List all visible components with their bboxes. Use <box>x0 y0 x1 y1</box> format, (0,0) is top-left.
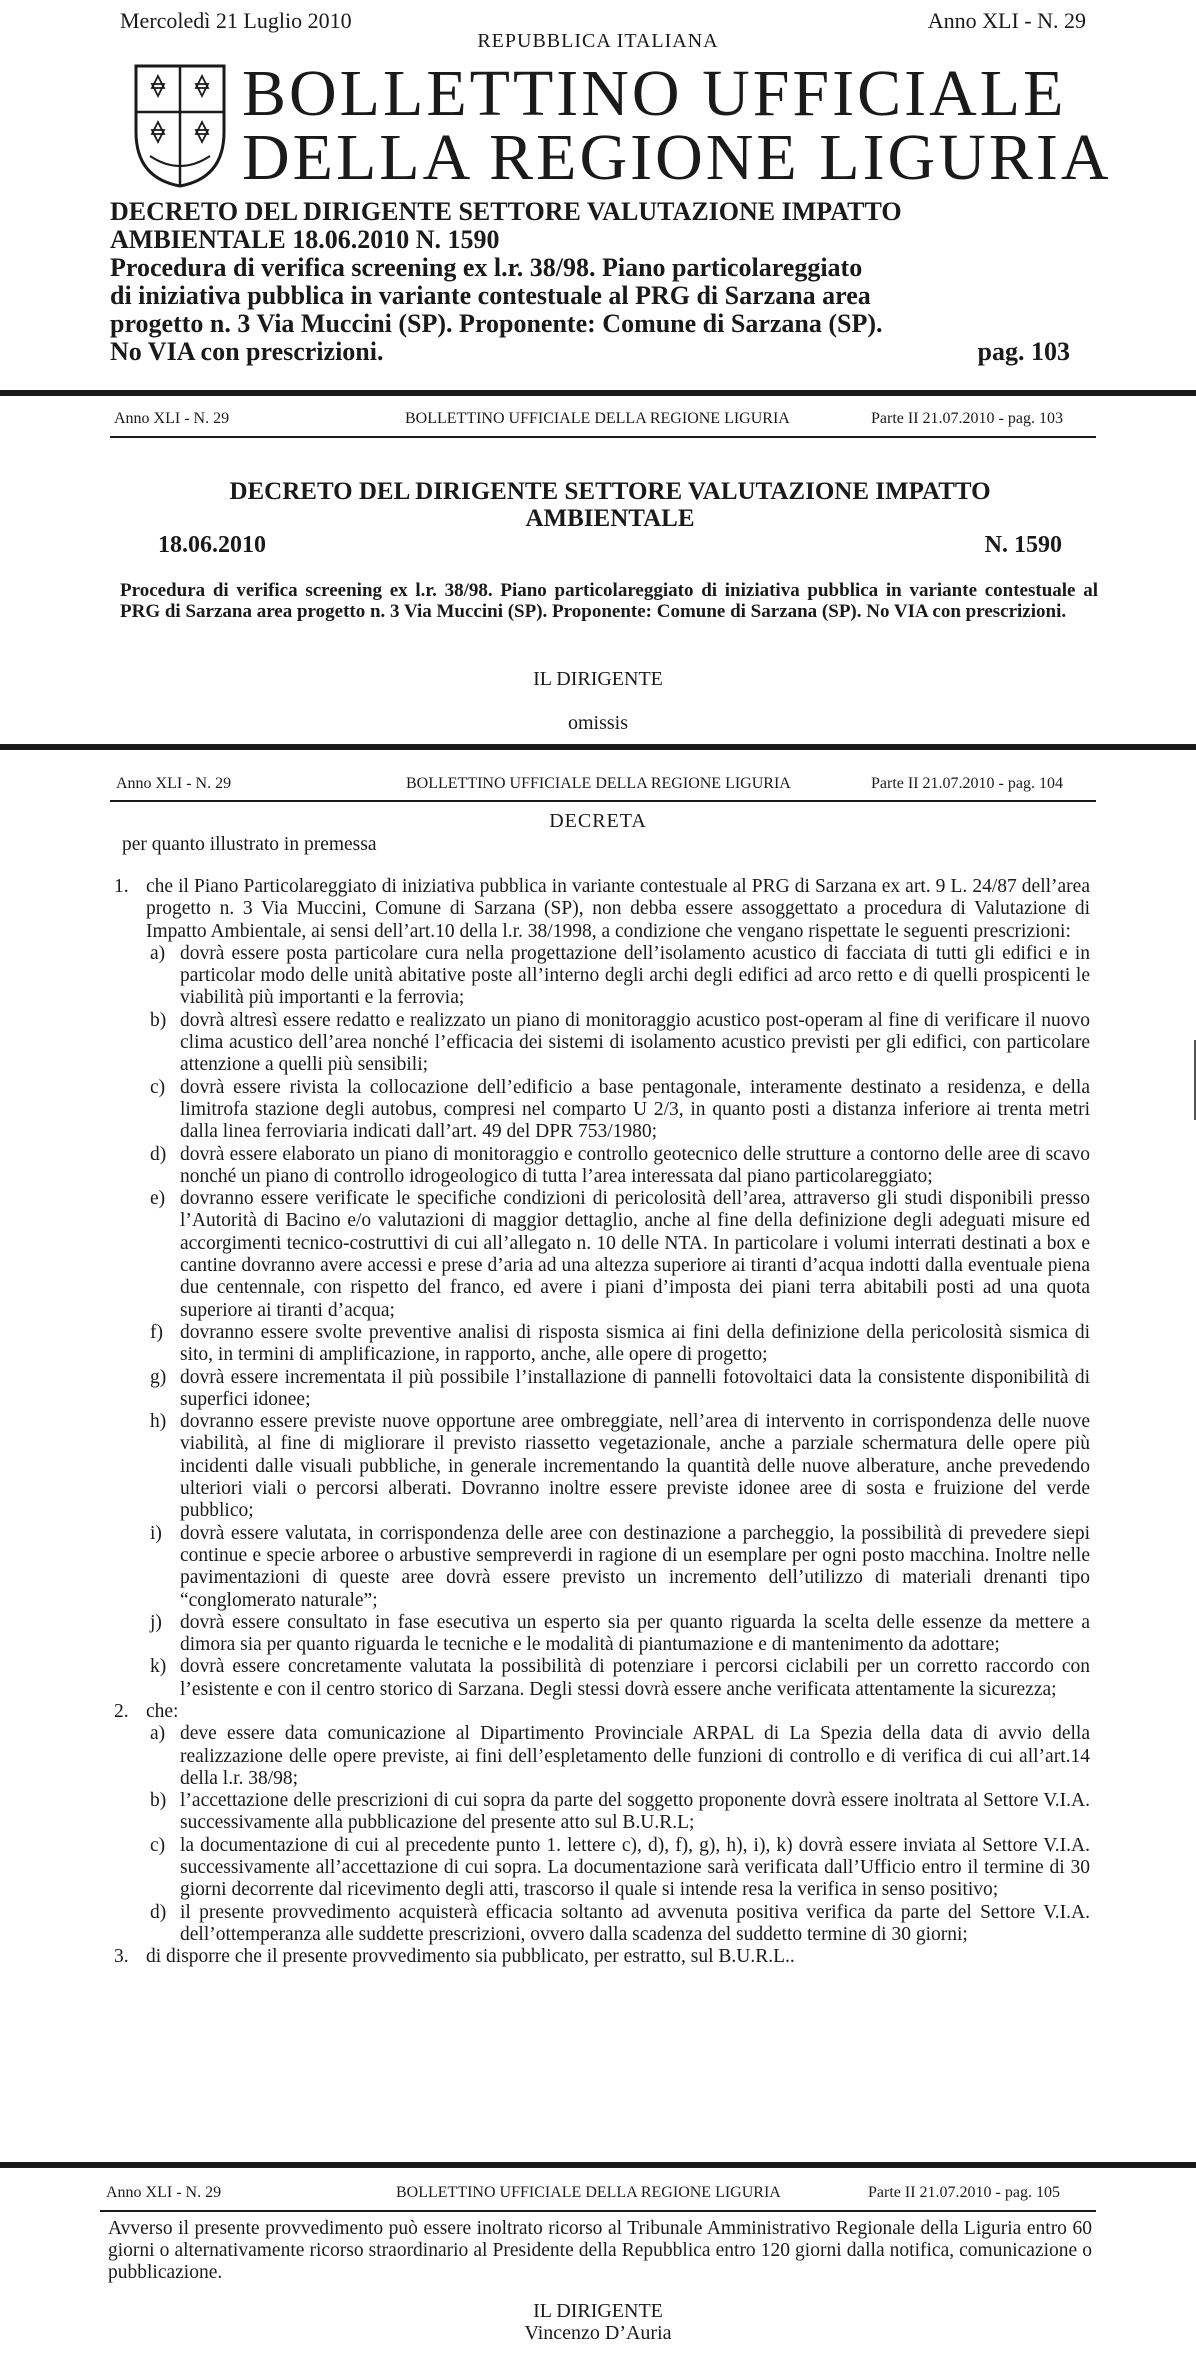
section-divider <box>0 390 1196 396</box>
prescription-item <box>146 1077 1090 1144</box>
header-rule <box>110 436 1096 438</box>
prescription-letter: c) <box>150 1834 166 1856</box>
headline-line: No VIA con prescrizioni. <box>110 337 384 366</box>
decree-title <box>150 478 1070 532</box>
closing-signer: Vincenzo D’Auria <box>524 2322 672 2344</box>
header-rule <box>110 800 1096 802</box>
decree-omissis: omissis <box>567 712 629 734</box>
prescription-letter: f) <box>150 1321 163 1343</box>
decree-number: N. 1590 <box>984 532 1062 558</box>
running-header-page: Parte II 21.07.2010 - pag. 103 <box>871 410 1063 427</box>
prescription-text: dovrà altresì essere redatto e realizzato un piano di monitoraggio acustico post-operam al fine di verificare il nuovo clima acustico dell’area nonché l’efficacia dei sistemi di isolamento acustico previsti per gli edifici, con particolare attenzione a quelli più sensibili; <box>180 1009 1090 1076</box>
prescription-text: dovranno essere svolte preventive analisi di risposta sismica ai fini della definizione della pericolosità sismica di sito, in termini di amplificazione, in rapporto, anche, alle opere di progetto; <box>180 1321 1090 1366</box>
prescription-text: dovrà essere concretamente valutata la possibilità di potenziare i percorsi ciclabili per un corretto raccordo con l’esistente e con il centro storico di Sarzana. Degli stessi dovrà essere anche verificata attentamente la sicurezza; <box>180 1656 1090 1700</box>
prescription-text: dovrà essere consultato in fase esecutiva un esperto sia per quanto riguarda la scelta delle essenze da mettere a dimora sia per quanto riguarda le tecniche e le modalità di piantumazione e di mantenimento da adottare; <box>180 1611 1090 1656</box>
decree-subject: Procedura di verifica screening ex l.r. 38/98. Piano particolareggiato di iniziativa pubblica in variante contestuale al PRG di Sarzana area progetto n. 3 Via Muccini (SP). Proponente: Comune di Sarzana (SP). No VIA con prescrizioni. <box>120 580 1098 622</box>
headline-line: di iniziativa pubblica in variante contestuale al PRG di Sarzana area <box>110 281 871 310</box>
running-header-issue: Anno XLI - N. 29 <box>114 410 230 427</box>
masthead-title-line2: DELLA REGIONE LIGURIA <box>242 121 1112 194</box>
prescription-text: dovrà essere elaborato un piano di monitoraggio e controllo geotecnico delle strutture a contorno delle aree di scavo nonché un piano di controllo idrogeologico di tutta l’area interessata dal piano particolareggiato; <box>180 1143 1090 1187</box>
republic-label: REPUBBLICA ITALIANA <box>477 30 719 52</box>
decree-item-number: 2. <box>114 1700 129 1722</box>
prescription-letter: a) <box>150 1723 166 1745</box>
running-header-page: Parte II 21.07.2010 - pag. 104 <box>871 775 1063 792</box>
prescription-item <box>146 1656 1090 1701</box>
decree-items-list <box>110 876 1090 1969</box>
headline-line: AMBIENTALE 18.06.2010 N. 1590 <box>110 225 500 254</box>
decree-item-text: che: <box>146 1700 179 1722</box>
issue-number: Anno XLI - N. 29 <box>927 8 1086 33</box>
prescription-item <box>146 1411 1090 1522</box>
decree-item-number: 1. <box>114 876 129 897</box>
prescription-letter: k) <box>150 1656 167 1678</box>
decree-authority: IL DIRIGENTE <box>533 668 663 690</box>
masthead-title-line1: BOLLETTINO UFFICIALE <box>242 57 1067 130</box>
running-header-title: BOLLETTINO UFFICIALE DELLA REGIONE LIGURIA <box>396 2184 781 2201</box>
prescription-letter: i) <box>150 1522 162 1544</box>
decree-item <box>110 1946 1090 1968</box>
decree-item-text: di disporre che il presente provvedimento sia pubblicato, per estratto, sul B.U.R.L.. <box>146 1946 795 1968</box>
prescription-letter: g) <box>150 1366 167 1388</box>
running-header <box>0 410 1196 430</box>
premise-text: per quanto illustrato in premessa <box>122 834 377 855</box>
headline-line: progetto n. 3 Via Muccini (SP). Proponente: Comune di Sarzana (SP). <box>110 309 883 338</box>
prescription-item <box>146 1790 1090 1835</box>
prescription-letter: j) <box>150 1611 162 1633</box>
headline-line: Procedura di verifica screening ex l.r. 38/98. Piano particolareggiato <box>110 253 863 282</box>
headline-page-ref: pag. 103 <box>977 337 1070 366</box>
closing-authority: IL DIRIGENTE <box>533 2300 663 2322</box>
prescription-text: l’accettazione delle prescrizioni di cui sopra da parte del soggetto proponente dovrà essere inoltrata al Settore V.I.A. successivamente alla pubblicazione del presente atto sul B.U.R.L; <box>180 1790 1090 1834</box>
prescription-letter: b) <box>150 1790 167 1812</box>
decree-date: 18.06.2010 <box>158 532 266 558</box>
prescription-text: dovrà essere posta particolare cura nella progettazione dell’isolamento acustico di facciata di tutti gli edifici e in particolar modo delle unità abitative poste all’interno degli archi degli edifici ad arco retto e di quelli prospicenti le viabilità più importanti e la ferrovia; <box>180 942 1090 1009</box>
issue-date: Mercoledì 21 Luglio 2010 <box>120 8 352 33</box>
running-header-title: BOLLETTINO UFFICIALE DELLA REGIONE LIGURIA <box>406 775 791 792</box>
section-divider <box>0 744 1196 750</box>
running-header <box>0 775 1196 795</box>
decree-item <box>110 876 1090 1701</box>
prescription-letter: d) <box>150 1901 167 1923</box>
decree-item-number: 3. <box>114 1946 129 1968</box>
prescription-item <box>146 1835 1090 1902</box>
decreta-heading: DECRETA <box>549 810 647 832</box>
prescription-item <box>146 1612 1090 1657</box>
prescription-item <box>146 1144 1090 1189</box>
prescription-text: deve essere data comunicazione al Dipartimento Provinciale ARPAL di La Spezia della data di avvio della realizzazione delle opere previste, ai fini dell’espletamento delle funzioni di controllo e di verifica di cui all’art.14 della l.r. 38/98; <box>180 1723 1090 1789</box>
prescription-letter: h) <box>150 1411 167 1433</box>
prescription-text: dovranno essere previste nuove opportune aree ombreggiate, nell’area di intervento in corrispondenza delle nuove viabilità, al fine di migliorare il previsto riassetto vegetazionale, anche a parziale schermatura delle opere più incidenti dalle visuali pubbliche, in generale incrementando la quantità delle nuove alberature, anche prevedendo ulteriori viali o percorsi alberati. Dovranno inoltre essere previste idonee aree di sosta e fruizione del verde pubblico; <box>180 1411 1090 1522</box>
prescription-item <box>146 1322 1090 1367</box>
headline-line: DECRETO DEL DIRIGENTE SETTORE VALUTAZIONE IMPATTO <box>110 197 902 226</box>
running-header-issue: Anno XLI - N. 29 <box>106 2184 222 2201</box>
decree-title-line: DECRETO DEL DIRIGENTE SETTORE VALUTAZIONE IMPATTO <box>229 478 991 505</box>
prescription-text: dovrà essere valutata, in corrispondenza delle aree con destinazione a parcheggio, la possibilità di prevedere siepi continue e specie arboree o arbustive sempreverdi in ragione di un esemplare per ogni posto macchina. Inoltre nelle pavimentazioni di queste aree dovrà essere previsto un incremento dell’utilizzo di materiali drenanti tipo “conglomerato naturale”; <box>180 1522 1090 1611</box>
prescription-item <box>146 1367 1090 1412</box>
prescription-item <box>146 1010 1090 1077</box>
prescription-text: dovrà essere rivista la collocazione dell’edificio a base pentagonale, interamente destinato a residenza, e della limitrofa stazione degli autobus, compresi nel comparto U 2/3, in quanto posti a distanza inferiore ai trenta metri dalla linea ferroviaria indicati dall’art. 49 del DPR 753/1980; <box>180 1076 1090 1143</box>
liguria-shield-icon <box>130 60 230 190</box>
decree-item <box>110 1701 1090 1946</box>
prescription-item <box>146 1188 1090 1322</box>
prescription-text: la documentazione di cui al precedente punto 1. lettere c), d), f), g), h), i), k) dovrà essere inviata al Settore V.I.A. successivamente all’accettazione di cui sopra. La documentazione sarà verificata dall’Ufficio entro il termine di 30 giorni decorrente dal ricevimento degli atti, trascorso il quale si intende resa la verifica in senso positivo; <box>180 1834 1090 1901</box>
prescription-item <box>146 1523 1090 1612</box>
running-header-page: Parte II 21.07.2010 - pag. 105 <box>868 2184 1060 2201</box>
running-header-issue: Anno XLI - N. 29 <box>116 775 232 792</box>
decree-title-line: AMBIENTALE <box>525 505 695 532</box>
prescription-item <box>146 943 1090 1010</box>
prescription-letter: a) <box>150 942 166 964</box>
prescription-letter: d) <box>150 1143 167 1165</box>
header-rule <box>100 2210 1096 2212</box>
running-header-title: BOLLETTINO UFFICIALE DELLA REGIONE LIGURIA <box>405 410 790 427</box>
prescription-letter: e) <box>150 1188 166 1210</box>
prescription-text: dovranno essere verificate le specifiche condizioni di pericolosità dell’area, attraverso gli studi disponibili presso l’Autorità di Bacino e/o valutazioni di maggior dettaglio, anche al fine della definizione degli adeguati misure ed accorgimenti tecnico-costruttivi di cui all’allegato n. 10 delle NTA. In particolare i volumi interrati destinati a box e cantine dovranno avere accessi e prese d’aria ad una altezza superiore ai tiranti d’acqua indotti dalla eventuale piena due centennale, con rispetto del franco, ed avere i piani d’imposta dei piani terra abitabili posti ad una quota superiore ai tiranti d’acqua; <box>180 1188 1090 1321</box>
decree-item-text: che il Piano Particolareggiato di iniziativa pubblica in variante contestuale al PRG di Sarzana ex art. 9 L. 24/87 dell’area progetto n. 3 Via Muccini, Comune di Sarzana (SP), non debba essere assoggettato a procedura di Valutazione di Impatto Ambientale, ai sensi dell’art.10 della l.r. 38/1998, a condizione che vengano rispettate le seguenti prescrizioni: <box>146 876 1090 942</box>
prescription-item <box>146 1723 1090 1790</box>
appeal-notice: Avverso il presente provvedimento può essere inoltrato ricorso al Tribunale Amministrativo Regionale della Liguria entro 60 giorni o alternativamente ricorso straordinario al Presidente della Repubblica entro 120 giorni dalla notifica, comunicazione o pubblicazione. <box>108 2218 1092 2283</box>
headline-block <box>110 198 1070 366</box>
section-divider <box>0 2162 1196 2168</box>
prescription-letter: b) <box>150 1009 167 1031</box>
prescription-item <box>146 1902 1090 1947</box>
prescription-letter: c) <box>150 1076 166 1098</box>
prescription-text: dovrà essere incrementata il più possibile l’installazione di pannelli fotovoltaici data la consistente disponibilità di superfici idonee; <box>180 1366 1090 1410</box>
prescription-text: il presente provvedimento acquisterà efficacia soltanto ad avvenuta positiva verifica da parte del Settore V.I.A. dell’ottemperanza alle suddette prescrizioni, ovvero dalla scadenza del suddetto termine di 30 giorni; <box>180 1901 1090 1945</box>
running-header <box>0 2184 1196 2204</box>
